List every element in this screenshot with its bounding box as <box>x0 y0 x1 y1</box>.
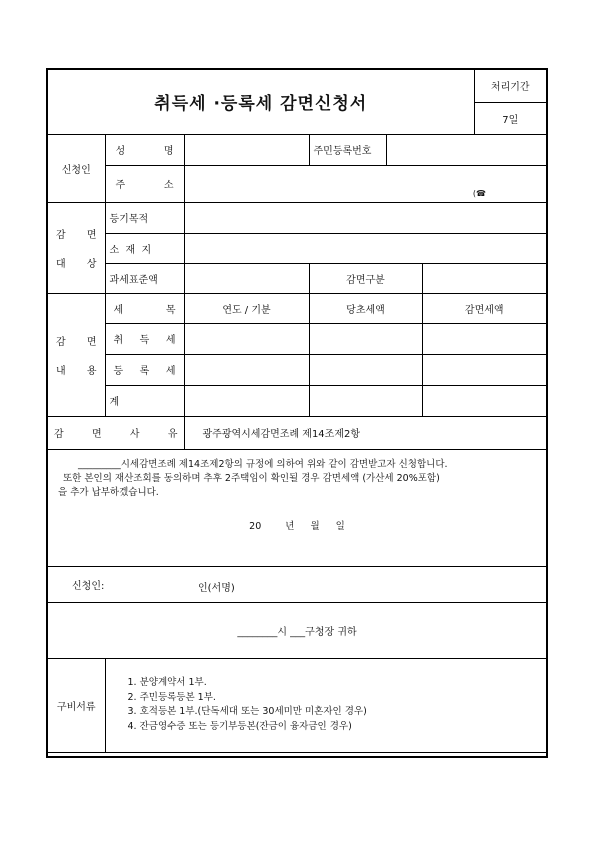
document-item: 1. 분양계약서 1부. <box>127 677 207 688</box>
acq-year-field[interactable] <box>184 323 309 354</box>
row-acquisition-tax: 취 득 세 <box>105 323 184 354</box>
col-tax-item: 세 목 <box>105 293 184 323</box>
notice-line-2: 또한 본인의 재산조회를 동의하며 추후 2주택임이 확인될 경우 감면세액 (가산세 20%포함) <box>63 472 440 484</box>
processing-period-label: 처리기간 <box>474 70 546 102</box>
processing-period-value: 7일 <box>474 102 546 134</box>
name-field[interactable] <box>184 134 309 165</box>
details-section-label: 감 면 내 용 <box>48 293 105 416</box>
rrn-label: 주민등록번호 <box>309 134 386 165</box>
row-registration-tax: 등 록 세 <box>105 354 184 385</box>
document-item: 4. 잔금영수증 또는 등기부등본(잔금이 융자금인 경우) <box>127 720 352 732</box>
location-label: 소 재 지 <box>105 233 184 263</box>
reg-initial-field[interactable] <box>309 354 422 385</box>
documents-list <box>105 658 546 752</box>
document-item: 3. 호적등본 1부.(단독세대 또는 30세미만 미혼자인 경우) <box>127 706 367 717</box>
applicant-section-label: 신청인 <box>48 134 105 202</box>
document-item: 2. 주민등록등본 1부. <box>127 691 216 703</box>
reg-year-field[interactable] <box>184 354 309 385</box>
purpose-field[interactable] <box>184 202 546 233</box>
documents-label: 구비서류 <box>48 658 105 752</box>
category-field[interactable] <box>422 263 546 293</box>
target-section-label: 감 면 대 상 <box>48 202 105 293</box>
rrn-field[interactable] <box>386 134 546 165</box>
application-date: 20 년 월 일 <box>249 520 345 532</box>
col-reduced-tax: 감면세액 <box>422 293 546 323</box>
reg-reduced-field[interactable] <box>422 354 546 385</box>
signature-label: 신청인: <box>72 580 105 592</box>
acq-reduced-field[interactable] <box>422 323 546 354</box>
tax-base-field[interactable] <box>184 263 309 293</box>
purpose-label: 등기목적 <box>105 202 184 233</box>
location-field[interactable] <box>184 233 546 263</box>
name-label: 성 명 <box>105 134 184 165</box>
form-title: 취득세 ·등록세 감면신청서 <box>48 70 474 134</box>
address-label: 주 소 <box>105 165 184 202</box>
notice-line-1: _________시세감면조례 제14조제2항의 규정에 의하여 위와 같이 감면받고자 신청합니다. <box>78 458 448 470</box>
reason-label: 감 면 사 유 <box>48 416 184 449</box>
total-year-field[interactable] <box>184 385 309 416</box>
row-total: 계 <box>105 385 184 416</box>
acq-initial-field[interactable] <box>309 323 422 354</box>
total-reduced-field[interactable] <box>422 385 546 416</box>
col-initial-tax: 당초세액 <box>309 293 422 323</box>
reason-value: 광주광역시세감면조례 제14조제2항 <box>184 416 546 449</box>
category-label: 감면구분 <box>309 263 422 293</box>
notice-line-3: 을 추가 납부하겠습니다. <box>58 486 159 498</box>
col-year-period: 연도 / 기분 <box>184 293 309 323</box>
application-form <box>48 70 546 753</box>
phone-hint: (☎ <box>472 188 486 198</box>
signature-seal[interactable]: 인(서명) <box>198 582 235 594</box>
signature-row <box>48 566 546 602</box>
total-initial-field[interactable] <box>309 385 422 416</box>
addressee: ________시 ___구청장 귀하 <box>48 602 546 658</box>
tax-base-label: 과세표준액 <box>105 263 184 293</box>
address-field[interactable] <box>184 165 546 202</box>
notice-block <box>48 449 546 566</box>
